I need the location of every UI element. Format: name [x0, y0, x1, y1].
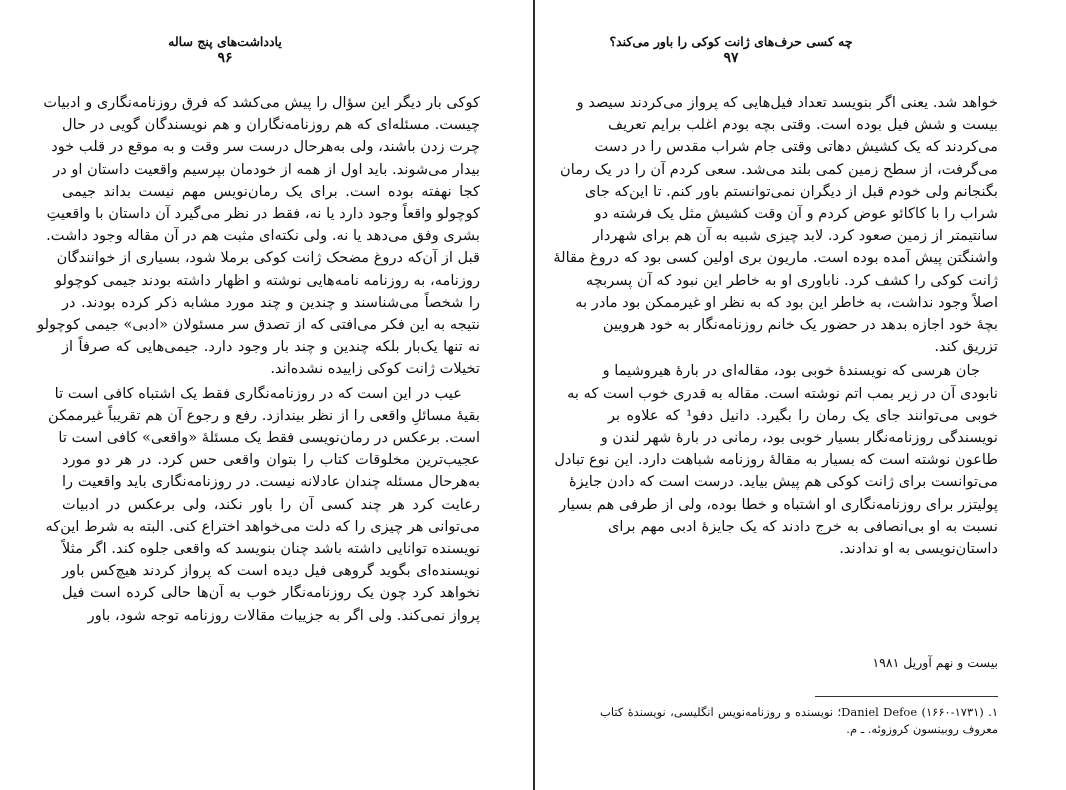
footnote-line: ۱. Daniel Defoe (۱۶۶۰-۱۷۳۱)؛ نویسنده و روزنامه‌نویس انگلیسی، نویسندهٔ کتاب: [600, 705, 998, 719]
text-line: بگنجانم ولی خودم قبل از دیگران نمی‌توانستم باور کنم. تا این‌که جای: [584, 182, 998, 200]
page-number: ۹۶: [217, 50, 233, 66]
text-line: چرت زدن باشند، ولی به‌هرحال درست سر وقت و به موقع در قلب خود: [51, 138, 480, 156]
text-line: را شخصاً می‌شناسند و چندین و چند مورد مشابه ذکر کرده بودند. در: [62, 293, 480, 311]
text-line: کوچولو واقعاً وجود دارد یا نه، فقط در نظر می‌گیرد آن داستان با واقعیتِ: [46, 205, 480, 223]
text-line: می‌توانی هر چیزی را که دلت می‌خواهد اختراع کنی. البته به شرط این‌که: [45, 517, 480, 535]
text-line: نویسنده‌ای بگوید گروهی فیل دیده است که پرواز کردند هیچ‌کس باور: [62, 562, 480, 580]
text-line: نابودی آن در زیر بمب اتم نوشته است. مقاله به قدری خوب است که به: [567, 384, 998, 402]
text-line: بشری وفق می‌دهد یا نه. ولی نکته‌ای مثبت هم در آن مقاله وجود داشت.: [46, 227, 480, 245]
text-line: رعایت کرد هر چند کسی آن را باور نکند، ولی برعکس در ادبیات: [62, 495, 480, 513]
text-line: است. برعکس در رمان‌نویسی فقط یک مسئلهٔ «واقعی» کافی است تا: [58, 429, 480, 447]
right-page: [537, 0, 1066, 790]
text-line: نسبت به او بی‌انصافی به خرج دادند که یک جایزهٔ ادبی مهم برای: [608, 517, 998, 535]
text-line: پولیتزر برای روزنامه‌نگاری او اشتباه و خطا بوده، ولی از طرفی هم بسیار: [559, 495, 998, 513]
text-line: سانتیمتر از زمین صعود کرد. لابد چیزی شبیه به آن هم برای شهردار: [592, 227, 998, 245]
running-head: چه کسی حرف‌های ژانت کوکی را باور می‌کند؟: [609, 34, 853, 49]
text-line: نتیجه به این فکر می‌افتی که از تصدق سر مسئولان «ادبی» جیمی کوچولو: [37, 316, 480, 334]
text-line: بقیهٔ مسائلِ واقعی را از نظر بیندازد. رفع و رجوع آن هم تقریباً غیرممکن: [48, 406, 480, 424]
text-line: داستان‌نویسی به او ندادند.: [839, 540, 998, 558]
text-line: جان هرسی که نویسندهٔ خوبی بود، مقاله‌ای در بارهٔ هیروشیما و: [602, 362, 980, 380]
text-line: کجا نهفته بوده است. برای یک رمان‌نویس مهم نیست بداند جیمی: [62, 182, 480, 200]
text-line: شراب را با کاکائو عوض کردم و آن وقت کشیش مثل یک فرشته دو: [594, 205, 998, 223]
text-line: نویسندگی روزنامه‌نگار بسیار خوبی بود، رمانی در بارهٔ شهر لندن و: [600, 429, 998, 447]
text-line: می‌کردند که یک کشیش دهاتی وقتی جام شراب مقدس را در دست: [594, 138, 998, 156]
running-head: یادداشت‌های پنج ساله: [168, 34, 282, 49]
date-line: بیست و نهم آوریل ۱۹۸۱: [872, 655, 998, 670]
body-text: [37, 92, 480, 627]
text-line: قبل از آن‌که دروغ مضحک ژانت کوکی برملا شود، بسیاری از خوانندگان: [56, 249, 480, 267]
text-line: تخیلات ژانت کوکی زاییده نشده‌اند.: [270, 360, 480, 378]
text-line: نخواهد کرد چون یک روزنامه‌نگار خوب به آن‌ها حالی کرده است فیل: [62, 584, 480, 602]
footnote-line: معروف روبینسون کروزوئه. ـ م.: [846, 722, 998, 736]
text-line: نه تنها یک‌بار بلکه چندین و چند بار وجود دارد. جیمی‌هایی که صرفاً از: [62, 338, 480, 356]
text-line: به‌هرحال مسئله چندان عادلانه نیست. در روزنامه‌نگاری باید واقعیت را: [62, 473, 480, 491]
text-line: تزریق کند.: [934, 338, 998, 356]
text-line: واشنگتن پیش آمده بوده است. ماریون بری اولین کسی بود که دروغ مقالهٔ: [553, 249, 998, 267]
text-line: عیب در این است که در روزنامه‌نگاری فقط یک اشتباه کافی است تا: [54, 384, 462, 402]
text-line: طاعون نوشته است که بسیار به مقالهٔ روزنامه شباهت دارد. این نوع تبادل: [554, 451, 998, 469]
text-line: اصلاً وجود نداشت، به خاطر این بود که به نظر او غیرممکن بود مادر به: [575, 293, 998, 311]
text-line: می‌گرفت، از سطح زمین کمی بلند می‌شد. سعی کردم آن را در یک رمان: [560, 160, 998, 178]
text-line: ژانت کوکی را کشف کرد. ناباوری او به خاطر این نبود که آن پسربچه: [585, 271, 998, 289]
text-line: بیدار می‌شوند. باید اول از همه از خودمان بپرسیم واقعیت داستان او در: [53, 160, 480, 178]
footnote-rule: [815, 696, 998, 697]
text-line: کوکی بار دیگر این سؤال را پیش می‌کشد که فرق روزنامه‌نگاری و ادبیات: [43, 94, 480, 111]
text-line: نویسنده توانایی داشته باشد چنان بنویسد که واقعی جلوه کند. اگر مثلاً: [62, 540, 480, 558]
text-line: پرواز نمی‌کند. ولی اگر به جزییات مقالات روزنامه توجه شود، باور: [87, 606, 480, 624]
text-line: بچهٔ خود اجازه بدهد در حضور یک خانم روزنامه‌نگار به خود هرویین: [602, 316, 998, 334]
text-line: بیست و شش فیل بوده است. وقتی بچه بودم اغلب برایم تعریف: [608, 116, 998, 134]
book-gutter: [533, 0, 535, 790]
footnote: [600, 704, 998, 738]
text-line: خوبی می‌توانند جای یک رمان را بگیرد. دانیل دفو¹ که علاوه بر: [608, 406, 998, 424]
text-line: روزنامه، به روزنامه نامه‌هایی نوشته و اظهار داشته بودند جیمی کوچولو: [55, 271, 480, 289]
text-line: عجیب‌ترین مخلوقات کتاب را بتوان واقعی حس کرد. در هر دو مورد: [62, 451, 480, 469]
body-text: [553, 92, 998, 560]
text-line: خواهد شد. یعنی اگر بنویسد تعداد فیل‌هایی که پرواز می‌کردند سیصد و: [576, 94, 998, 111]
text-line: می‌توانست برای ژانت کوکی هم پیش بیاید. درست است که دادن جایزهٔ: [569, 473, 998, 491]
page-number: ۹۷: [723, 50, 739, 66]
text-line: چیست. مسئله‌ای که هم روزنامه‌نگاران و هم نویسندگان گویی در حال: [62, 116, 480, 134]
